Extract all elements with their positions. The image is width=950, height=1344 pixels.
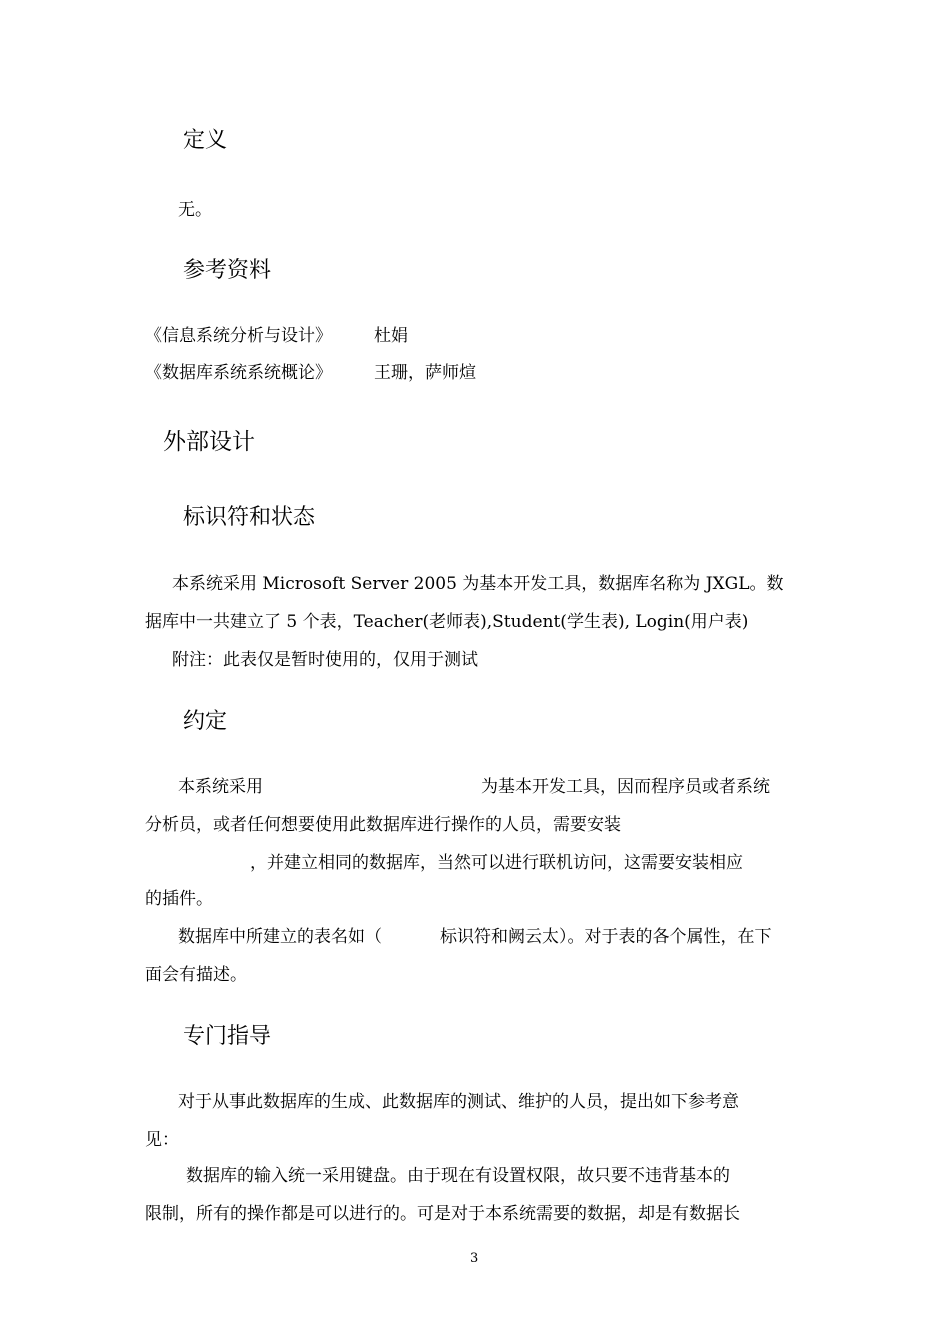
conventions-p2-cont: 标识符和阙云太）。对于表的各个属性，在下	[440, 927, 772, 947]
definitions-text: 无。	[178, 200, 212, 220]
conventions-p1-line2: 分析员，或者任何想要使用此数据库进行操作的人员，需要安装	[145, 815, 621, 835]
reference-author-2: 王珊，萨师煊	[374, 363, 476, 383]
conventions-p1-start: 本系统采用	[178, 777, 263, 797]
guidance-p2-line2: 限制，所有的操作都是可以进行的。可是对于本系统需要的数据，却是有数据长	[145, 1204, 740, 1224]
conventions-p2-line2: 面会有描述。	[145, 965, 247, 985]
guidance-p2-line1: 数据库的输入统一采用键盘。由于现在有设置权限，故只要不违背基本的	[186, 1166, 730, 1186]
section-heading-guidance: 专门指导	[183, 1024, 272, 1049]
guidance-p1-line1: 对于从事此数据库的生成、此数据库的测试、维护的人员，提出如下参考意	[178, 1092, 739, 1112]
page-number: 3	[470, 1251, 479, 1266]
conventions-p2-start: 数据库中所建立的表名如（	[178, 927, 382, 947]
identifiers-note: 附注：此表仅是暂时使用的，仅用于测试	[172, 650, 478, 670]
conventions-p1-cont: 为基本开发工具，因而程序员或者系统	[481, 777, 770, 797]
section-heading-identifiers: 标识符和状态	[183, 505, 316, 530]
section-heading-conventions: 约定	[183, 709, 228, 734]
identifiers-line-2: 据库中一共建立了 5 个表，Teacher(老师表),Student(学生表), Login(用户表)	[145, 612, 749, 632]
reference-title-1: 《信息系统分析与设计》	[145, 326, 332, 346]
section-heading-definitions: 定义	[183, 128, 228, 153]
reference-title-2: 《数据库系统系统概论》	[145, 363, 332, 383]
chapter-heading-external-design: 外部设计	[163, 429, 255, 455]
conventions-p1-line3: ，并建立相同的数据库，当然可以进行联机访问，这需要安装相应	[250, 853, 743, 873]
guidance-p1-line2: 见：	[145, 1130, 179, 1150]
conventions-p1-line4: 的插件。	[145, 889, 213, 909]
section-heading-references: 参考资料	[183, 258, 272, 283]
reference-author-1: 杜娟	[374, 326, 408, 346]
identifiers-line-1: 本系统采用 Microsoft Server 2005 为基本开发工具，数据库名称为 JXGL。数	[172, 574, 784, 594]
